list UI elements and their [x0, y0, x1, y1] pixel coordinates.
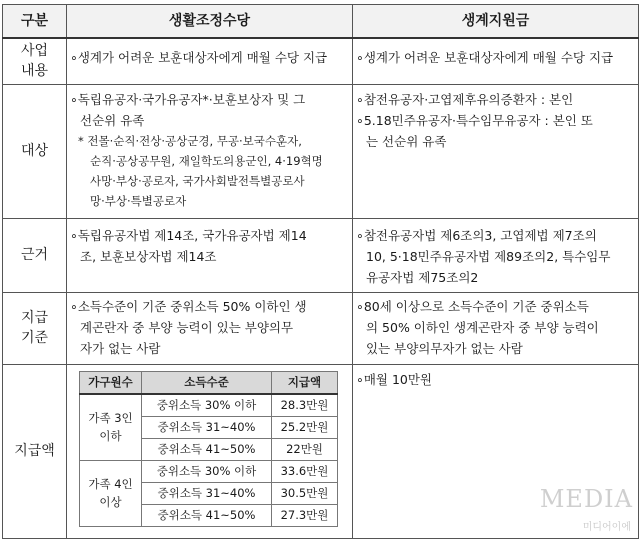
basis-left-line-1: ∘독립유공자법 제14조, 국가유공자법 제14 — [70, 227, 307, 243]
amount-left-cell — [67, 364, 353, 538]
target-right-line-3: 는 선순위 유족 — [366, 133, 447, 149]
label-criteria-line-1: 지급 — [20, 310, 49, 326]
basis-left-cell — [67, 218, 353, 292]
basis-right-cell — [353, 218, 639, 292]
target-note-line-2: 순직·공상공무원, 재일학도의용군인, 4·19혁명 — [90, 153, 323, 168]
basis-right-line-1: ∘참전유공자법 제6조의3, 고엽제법 제7조의 — [356, 227, 597, 243]
row-basis — [3, 218, 639, 292]
criteria-right-line-2: 의 50% 이하인 생계곤란자 중 부양 능력이 — [366, 319, 599, 335]
pay-amount: 22만원 — [272, 438, 338, 460]
header-row — [3, 5, 639, 39]
target-note — [70, 131, 349, 211]
target-left-line-2: 선순위 유족 — [80, 112, 145, 128]
target-note-line-1: * 전몰·순직·전상·공상군경, 무공·보국수훈자, — [78, 133, 302, 148]
payment-amount-table — [79, 371, 338, 527]
target-right-cell — [353, 84, 639, 218]
pay-row — [80, 460, 338, 482]
criteria-left-line-3: 자가 없는 사람 — [80, 340, 161, 356]
criteria-right-cell — [353, 292, 639, 364]
label-content-line-1: 사업 — [20, 43, 49, 60]
pay-income-level: 중위소득 31~40% — [142, 416, 272, 438]
row-content — [3, 38, 639, 84]
pay-amount: 25.2만원 — [272, 416, 338, 438]
criteria-right-line-3: 있는 부양의무자가 없는 사람 — [366, 340, 523, 356]
pay-group-4-or-more — [80, 460, 142, 526]
label-target: 대상 — [3, 84, 67, 218]
content-left-text: ∘생계가 어려운 보훈대상자에게 매월 수당 지급 — [70, 50, 328, 65]
target-right-line-1: ∘참전유공자·고엽제후유의증환자 : 본인 — [356, 91, 574, 107]
pay-group-line: 가족 4인 — [88, 477, 133, 491]
label-content-line-2: 내용 — [20, 63, 49, 80]
pay-income-level: 중위소득 31~40% — [142, 482, 272, 504]
row-criteria — [3, 292, 639, 364]
header-category: 구분 — [3, 5, 67, 39]
header-living-support-fund: 생계지원금 — [353, 5, 639, 39]
label-criteria-line-2: 기준 — [20, 330, 49, 346]
criteria-left-line-1: ∘소득수준이 기준 중위소득 50% 이하인 생 — [70, 298, 307, 314]
criteria-right-line-1: ∘80세 이상으로 소득수준이 기준 중위소득 — [356, 298, 589, 314]
label-content — [3, 38, 67, 84]
content-left-cell — [67, 38, 353, 84]
pay-group-line: 이상 — [99, 495, 122, 509]
pay-group-line: 이하 — [99, 429, 122, 443]
amount-right-text: ∘매월 10만원 — [356, 371, 433, 387]
target-note-line-4: 망·부상·특별공로자 — [90, 193, 187, 208]
pay-amount: 28.3만원 — [272, 394, 338, 417]
pay-header-household: 가구원수 — [80, 371, 142, 394]
target-note-line-3: 사망·부상·공로자, 국가사회발전특별공로사 — [90, 173, 305, 188]
criteria-left-line-2: 계곤란자 중 부양 능력이 있는 부양의무 — [80, 319, 294, 335]
target-left-line-1: ∘독립유공자·국가유공자*·보훈보상자 및 그 — [70, 91, 306, 107]
pay-income-level: 중위소득 41~50% — [142, 504, 272, 526]
row-target — [3, 84, 639, 218]
pay-income-level: 중위소득 41~50% — [142, 438, 272, 460]
pay-group-3-or-less — [80, 394, 142, 461]
label-criteria — [3, 292, 67, 364]
row-amount — [3, 364, 639, 538]
target-left-cell — [67, 84, 353, 218]
content-right-text: ∘생계가 어려운 보훈대상자에게 매월 수당 지급 — [356, 50, 614, 65]
pay-header-income-level: 소득수준 — [142, 371, 272, 394]
header-living-adjustment-allowance: 생활조정수당 — [67, 5, 353, 39]
pay-row — [80, 394, 338, 417]
basis-right-line-2: 10, 5·18민주유공자법 제89조의2, 특수임무 — [366, 248, 611, 264]
pay-amount: 27.3만원 — [272, 504, 338, 526]
basis-left-line-2: 조, 보훈보상자법 제14조 — [80, 248, 217, 264]
criteria-left-cell — [67, 292, 353, 364]
pay-header-row — [80, 371, 338, 394]
watermark-sub: 미디어이에 — [582, 522, 631, 533]
comparison-table — [2, 4, 639, 539]
pay-income-level: 중위소득 30% 이하 — [142, 394, 272, 417]
content-right-cell — [353, 38, 639, 84]
pay-group-line: 가족 3인 — [88, 411, 133, 425]
pay-amount: 30.5만원 — [272, 482, 338, 504]
watermark-brand: MEDIA — [539, 485, 633, 513]
pay-header-amount: 지급액 — [272, 371, 338, 394]
amount-right-cell — [353, 364, 639, 538]
target-right-line-2: ∘5.18민주유공자·특수임무유공자 : 본인 또 — [356, 112, 593, 128]
label-basis: 근거 — [3, 218, 67, 292]
basis-right-line-3: 유공자법 제75조의2 — [366, 269, 479, 285]
pay-amount: 33.6만원 — [272, 460, 338, 482]
pay-income-level: 중위소득 30% 이하 — [142, 460, 272, 482]
label-amount: 지급액 — [3, 364, 67, 538]
